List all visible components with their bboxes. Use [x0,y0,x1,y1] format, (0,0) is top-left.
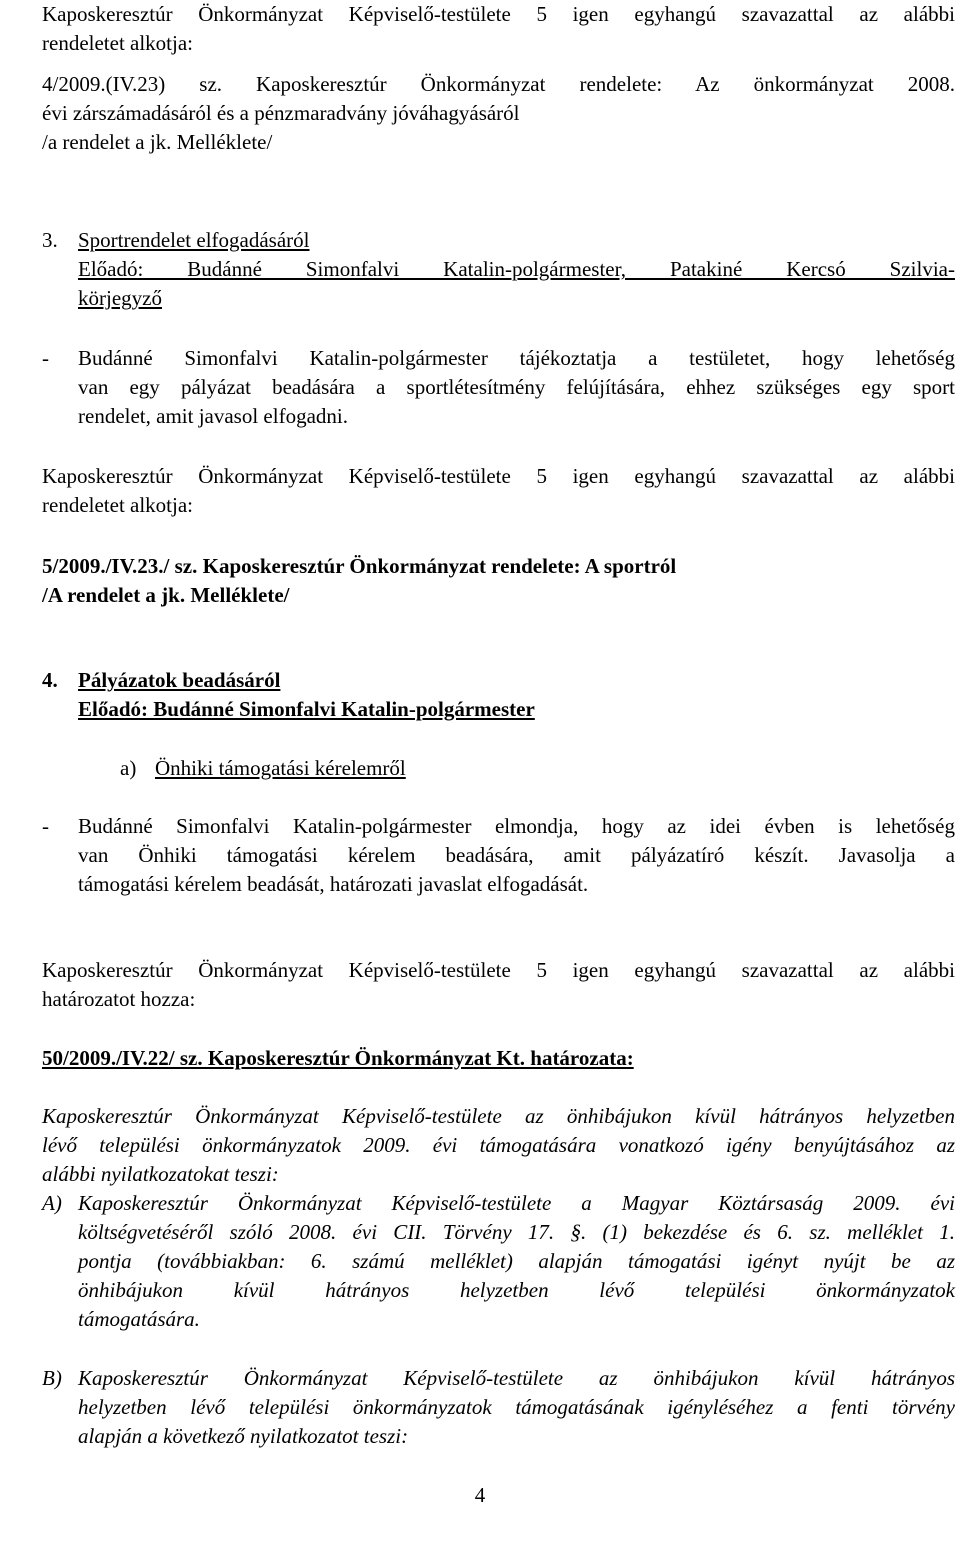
item-3-body: Budánné Simonfalvi Katalin-polgármester tájékoztatja a testületet, hogy lehetőség van egy pályázat beadására a sportlétesítmény felújítására, ehhez szükséges egy sport rendelet, amit javasol elfogadni. [78,346,955,428]
item-4-body: Budánné Simonfalvi Katalin-polgármester elmondja, hogy az idei évben is lehetőség van Önhiki támogatási kérelem beadására, amit pályázatíró készít. Javasolja a támogatási kérelem beadását, határozati javaslat elfogadását. [78,814,955,896]
statement-a-label: A) [42,1191,62,1215]
decree-5-2009: 5/2009./IV.23./ sz. Kaposkeresztúr Önkormányzat rendelete: A sportról /A rendelet a jk. Melléklete/ [42,554,677,607]
statement-a-body: Kaposkeresztúr Önkormányzat Képviselő-testülete a Magyar Köztársaság 2009. évi költségvetéséről szóló 2008. évi CII. Törvény 17. §. (1) bekezdése és 6. sz. melléklet 1. pontja (továbbiakban: 6. számú melléklet) alapján támogatási igényt nyújt be az önhibájukon kívül hátrányos helyzetben lévő települési önkormányzatok támogatására. [78,1191,955,1331]
page-number: 4 [474,1483,486,1507]
item-4-heading: Pályázatok beadásáról Előadó: Budánné Simonfalvi Katalin-polgármester [78,668,535,721]
sub-a-label: a) [120,756,137,780]
dash-1: - [42,346,49,370]
statement-b-body: Kaposkeresztúr Önkormányzat Képviselő-testülete az önhibájukon kívül hátrányos helyzetben lévő települési önkormányzatok támogatásának igényléséhez a fenti törvény alapján a következő nyilatkozatot teszi: [78,1366,955,1448]
dash-2: - [42,814,49,838]
sub-a-title: Önhiki támogatási kérelemről [155,756,406,780]
resolution-intro-1: Kaposkeresztúr Önkormányzat Képviselő-testülete 5 igen egyhangú szavazattal az alábbi rendeletet alkotja: [42,2,955,55]
resolution-50-2009: 50/2009./IV.22/ sz. Kaposkeresztúr Önkormányzat Kt. határozata: [42,1046,634,1070]
item-3-heading: Sportrendelet elfogadásáról Előadó: Budánné Simonfalvi Katalin-polgármester, Patakiné Kercsó Szilvia- körjegyző [78,228,955,310]
statement-b-label: B) [42,1366,62,1390]
resolution-intro-3: Kaposkeresztúr Önkormányzat Képviselő-testülete 5 igen egyhangú szavazattal az alábbi határozatot hozza: [42,958,955,1011]
item-4-number: 4. [42,668,58,692]
resolution-intro-2: Kaposkeresztúr Önkormányzat Képviselő-testülete 5 igen egyhangú szavazattal az alábbi rendeletet alkotja: [42,464,955,517]
item-3-number: 3. [42,228,58,252]
decree-4-2009: 4/2009.(IV.23) sz. Kaposkeresztúr Önkormányzat rendelete: Az önkormányzat 2008. évi zárszámadásáról és a pénzmaradvány jóváhagyásáról /a rendelet a jk. Melléklete/ [42,72,955,154]
statement-intro: Kaposkeresztúr Önkormányzat Képviselő-testülete az önhibájukon kívül hátrányos helyzetben lévő települési önkormányzatok 2009. évi támogatására vonatkozó igény benyújtásához az alábbi nyilatkozatokat teszi: [42,1104,955,1186]
